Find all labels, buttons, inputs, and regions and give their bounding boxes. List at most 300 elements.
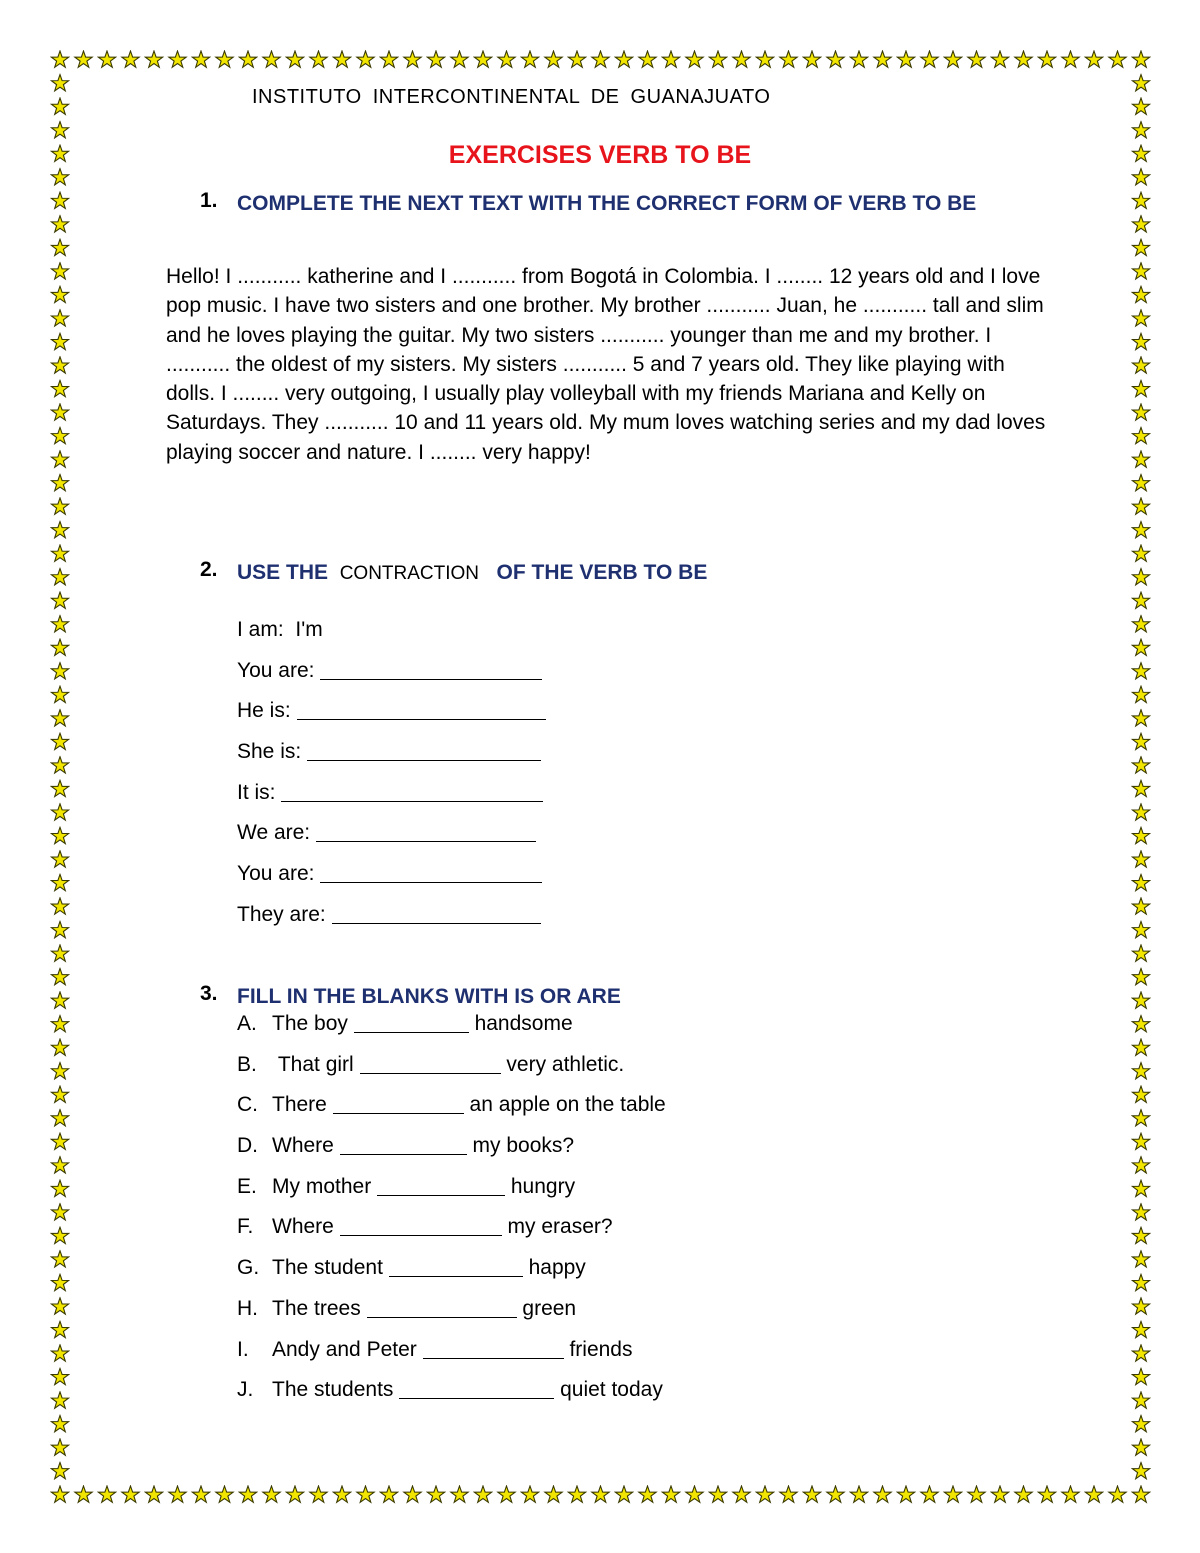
star-icon — [1015, 51, 1032, 67]
star-icon — [51, 1016, 68, 1032]
star-icon — [686, 1486, 703, 1502]
star-icon — [1132, 1204, 1149, 1220]
star-icon — [192, 1486, 209, 1502]
star-icon — [1132, 1368, 1149, 1384]
star-icon — [51, 757, 68, 773]
star-icon — [310, 1486, 327, 1502]
star-icon — [51, 380, 68, 396]
star-icon — [592, 51, 609, 67]
star-icon — [1085, 1486, 1102, 1502]
star-icon — [686, 51, 703, 67]
star-icon — [310, 51, 327, 67]
section-1-heading — [200, 189, 1007, 218]
star-icon — [991, 1486, 1008, 1502]
star-icon — [1132, 1486, 1149, 1502]
star-icon — [1132, 686, 1149, 702]
item-letter: F. — [237, 1215, 254, 1239]
list-item — [237, 1254, 666, 1295]
star-icon — [51, 569, 68, 585]
star-icon — [98, 1486, 115, 1502]
item-text-before: That girl — [277, 1052, 354, 1076]
contraction-label: He is: — [237, 699, 291, 723]
star-icon — [51, 1462, 68, 1478]
star-icon — [51, 216, 68, 232]
star-icon — [51, 1486, 68, 1502]
star-icon — [51, 851, 68, 867]
star-icon — [1132, 780, 1149, 796]
star-icon — [1132, 1415, 1149, 1431]
star-icon — [51, 898, 68, 914]
star-icon — [51, 1251, 68, 1267]
item-letter: J. — [237, 1378, 254, 1402]
item-text-after: an apple on the table — [469, 1093, 666, 1117]
answer-blank[interactable] — [340, 1134, 467, 1155]
star-icon — [1132, 451, 1149, 467]
item-letter: A. — [237, 1012, 257, 1035]
star-icon — [1109, 1486, 1126, 1502]
star-icon — [568, 51, 585, 67]
star-icon — [51, 122, 68, 138]
star-icon — [1132, 851, 1149, 867]
section-1-number: 1. — [200, 189, 218, 212]
answer-blank[interactable] — [340, 1215, 502, 1236]
star-icon — [51, 1345, 68, 1361]
contraction-list — [237, 616, 546, 942]
contraction-row — [237, 901, 546, 942]
contraction-row — [237, 697, 546, 738]
star-icon — [51, 474, 68, 490]
star-icon — [1038, 51, 1055, 67]
star-icon — [286, 51, 303, 67]
star-icon — [51, 310, 68, 326]
star-icon — [51, 1039, 68, 1055]
is-are-list — [237, 1010, 666, 1417]
star-icon — [545, 51, 562, 67]
item-text-after: green — [522, 1296, 577, 1320]
star-icon — [568, 1486, 585, 1502]
item-letter: I. — [237, 1337, 249, 1361]
star-icon — [944, 51, 961, 67]
star-icon — [51, 827, 68, 843]
star-icon — [51, 1368, 68, 1384]
star-icon — [239, 51, 256, 67]
star-icon — [780, 1486, 797, 1502]
star-icon — [1132, 1274, 1149, 1290]
contraction-blank[interactable] — [316, 821, 536, 842]
star-icon — [51, 874, 68, 890]
star-icon — [662, 51, 679, 67]
star-icon — [756, 1486, 773, 1502]
star-icon — [921, 1486, 938, 1502]
star-icon — [1132, 1345, 1149, 1361]
star-icon — [427, 1486, 444, 1502]
section-1-heading-text: COMPLETE THE NEXT TEXT WITH THE CORRECT FORM OF VERB TO BE — [237, 192, 977, 215]
star-icon — [1132, 1227, 1149, 1243]
star-icon — [1132, 474, 1149, 490]
star-icon — [498, 1486, 515, 1502]
star-icon — [51, 1415, 68, 1431]
star-icon — [1132, 357, 1149, 373]
item-text-after: my books? — [472, 1134, 575, 1158]
star-icon — [991, 51, 1008, 67]
star-icon — [427, 51, 444, 67]
star-icon — [1132, 1086, 1149, 1102]
star-icon — [1132, 169, 1149, 185]
star-icon — [1132, 1251, 1149, 1267]
star-icon — [827, 1486, 844, 1502]
item-text-after: handsome — [474, 1012, 573, 1035]
star-icon — [51, 1180, 68, 1196]
star-icon — [51, 733, 68, 749]
star-icon — [1132, 1063, 1149, 1079]
star-icon — [51, 1086, 68, 1102]
star-icon — [451, 51, 468, 67]
list-item — [237, 1132, 666, 1173]
answer-blank[interactable] — [333, 1093, 464, 1114]
star-icon — [1132, 1321, 1149, 1337]
star-icon — [1132, 639, 1149, 655]
star-icon — [51, 1298, 68, 1314]
star-icon — [592, 1486, 609, 1502]
list-item — [237, 1336, 666, 1377]
star-icon — [404, 51, 421, 67]
star-icon — [1132, 239, 1149, 255]
star-icon — [51, 404, 68, 420]
star-icon — [1132, 663, 1149, 679]
answer-blank[interactable] — [360, 1053, 501, 1074]
star-icon — [1132, 804, 1149, 820]
star-icon — [1132, 1298, 1149, 1314]
star-icon — [239, 1486, 256, 1502]
item-text-after: very athletic. — [506, 1052, 625, 1076]
star-icon — [51, 780, 68, 796]
star-icon — [1132, 404, 1149, 420]
star-icon — [1132, 427, 1149, 443]
contraction-blank[interactable] — [332, 903, 541, 924]
star-icon — [521, 51, 538, 67]
star-icon — [51, 1392, 68, 1408]
star-icon — [51, 451, 68, 467]
star-icon — [51, 498, 68, 514]
star-icon — [1132, 75, 1149, 91]
list-item — [237, 1376, 666, 1417]
item-text-after: friends — [569, 1337, 633, 1361]
star-icon — [1132, 521, 1149, 537]
star-icon — [51, 263, 68, 279]
contraction-row — [237, 819, 546, 860]
star-icon — [1132, 1439, 1149, 1455]
star-icon — [921, 51, 938, 67]
item-letter: C. — [237, 1093, 258, 1117]
item-text-after: my eraser? — [507, 1215, 613, 1239]
star-icon — [615, 1486, 632, 1502]
star-icon — [615, 51, 632, 67]
star-icon — [169, 1486, 186, 1502]
star-icon — [1132, 98, 1149, 114]
star-icon — [51, 169, 68, 185]
answer-blank[interactable] — [423, 1338, 564, 1359]
star-icon — [1062, 51, 1079, 67]
contraction-label: It is: — [237, 780, 276, 804]
star-icon — [1132, 286, 1149, 302]
item-text-after: happy — [528, 1256, 586, 1280]
star-icon — [897, 1486, 914, 1502]
list-item — [237, 1213, 666, 1254]
star-icon — [75, 51, 92, 67]
star-icon — [1015, 1486, 1032, 1502]
star-icon — [1132, 733, 1149, 749]
star-icon — [51, 1274, 68, 1290]
star-icon — [944, 1486, 961, 1502]
star-icon — [404, 1486, 421, 1502]
item-letter: B. — [237, 1052, 257, 1076]
answer-blank[interactable] — [377, 1175, 505, 1196]
star-icon — [216, 51, 233, 67]
contraction-row — [237, 860, 546, 901]
contraction-blank[interactable] — [297, 699, 546, 720]
star-icon — [1132, 710, 1149, 726]
star-icon — [51, 286, 68, 302]
star-icon — [286, 1486, 303, 1502]
item-text-before: The students — [272, 1378, 394, 1402]
star-icon — [51, 1133, 68, 1149]
star-icon — [474, 1486, 491, 1502]
star-icon — [357, 51, 374, 67]
star-icon — [51, 945, 68, 961]
contraction-label: They are: — [237, 902, 326, 926]
star-icon — [51, 968, 68, 984]
star-icon — [1132, 921, 1149, 937]
star-icon — [51, 545, 68, 561]
star-icon — [98, 51, 115, 67]
star-icon — [897, 51, 914, 67]
star-icon — [1132, 216, 1149, 232]
star-icon — [1132, 1157, 1149, 1173]
star-icon — [380, 51, 397, 67]
item-text-after: quiet today — [560, 1378, 663, 1402]
item-letter: D. — [237, 1134, 258, 1158]
star-icon — [803, 1486, 820, 1502]
star-icon — [51, 1063, 68, 1079]
contraction-label: You are: — [237, 658, 315, 682]
star-icon — [1132, 1039, 1149, 1055]
star-icon — [51, 1227, 68, 1243]
item-letter: H. — [237, 1296, 258, 1320]
contraction-row — [237, 738, 546, 779]
star-icon — [639, 1486, 656, 1502]
item-text-before: Where — [272, 1215, 334, 1239]
star-icon — [498, 51, 515, 67]
star-icon — [803, 51, 820, 67]
star-icon — [733, 51, 750, 67]
star-icon — [357, 1486, 374, 1502]
star-icon — [1132, 545, 1149, 561]
item-letter: E. — [237, 1174, 257, 1198]
star-icon — [1132, 1110, 1149, 1126]
section-2-heading-end: OF THE VERB TO BE — [496, 561, 708, 584]
star-icon — [1038, 1486, 1055, 1502]
star-icon — [874, 1486, 891, 1502]
contraction-label: You are: — [237, 862, 315, 886]
star-icon — [263, 51, 280, 67]
contraction-row — [237, 657, 546, 698]
star-icon — [51, 1204, 68, 1220]
star-icon — [122, 1486, 139, 1502]
star-icon — [51, 357, 68, 373]
star-icon — [1132, 992, 1149, 1008]
star-icon — [51, 804, 68, 820]
star-icon — [333, 51, 350, 67]
star-icon — [51, 1439, 68, 1455]
star-icon — [51, 710, 68, 726]
star-icon — [51, 992, 68, 1008]
star-icon — [874, 51, 891, 67]
section-2-number: 2. — [200, 558, 218, 581]
item-letter: G. — [237, 1256, 260, 1280]
contraction-blank[interactable] — [281, 781, 543, 802]
answer-blank[interactable] — [354, 1012, 469, 1033]
star-icon — [1132, 122, 1149, 138]
star-icon — [51, 1157, 68, 1173]
contraction-label: We are: — [237, 821, 311, 845]
star-icon — [75, 1486, 92, 1502]
star-icon — [51, 521, 68, 537]
star-icon — [545, 1486, 562, 1502]
star-icon — [51, 1110, 68, 1126]
star-icon — [1132, 1180, 1149, 1196]
star-icon — [380, 1486, 397, 1502]
contraction-row — [237, 779, 546, 820]
star-icon — [51, 239, 68, 255]
contraction-row — [237, 616, 546, 657]
star-icon — [968, 51, 985, 67]
star-icon — [1132, 192, 1149, 208]
answer-blank[interactable] — [399, 1378, 554, 1399]
star-icon — [968, 1486, 985, 1502]
star-icon — [51, 686, 68, 702]
star-icon — [1085, 51, 1102, 67]
star-icon — [51, 663, 68, 679]
star-icon — [1132, 1133, 1149, 1149]
item-text-before: The student — [272, 1256, 383, 1280]
star-icon — [1132, 263, 1149, 279]
institution-header: INSTITUTO INTERCONTINENTAL DE GUANAJUATO — [252, 86, 771, 108]
list-item — [237, 1173, 666, 1214]
star-icon — [1132, 569, 1149, 585]
star-icon — [51, 192, 68, 208]
answer-blank[interactable] — [367, 1297, 517, 1318]
star-icon — [1132, 827, 1149, 843]
contraction-blank[interactable] — [320, 862, 542, 883]
section-2-heading-middle: CONTRACTION — [339, 563, 480, 584]
star-icon — [850, 1486, 867, 1502]
fill-in-paragraph: Hello! I ........... katherine and I ........... from Bogotá in Colombia. I ........ 12 years old and I love pop music. I have two sisters and one brother. My brother ........... Juan, he ........... tall and slim and he loves playing the guitar. My two sisters ........... younger than me and my brother. I ........... the oldest of my sisters. My sisters ........... 5 and 7 years old. They like playing with dolls. I ........ very outgoing, I usually play volleyball with my friends Mariana and Kelly on Saturdays. They ........... 10 and 11 years old. My mum loves watching series and my dad loves playing soccer and nature. I ........ very happy! — [166, 265, 1046, 464]
star-icon — [1132, 380, 1149, 396]
star-icon — [51, 592, 68, 608]
star-icon — [1132, 945, 1149, 961]
page-title: EXERCISES VERB TO BE — [448, 141, 752, 169]
star-icon — [169, 51, 186, 67]
star-icon — [145, 1486, 162, 1502]
star-icon — [122, 51, 139, 67]
contraction-blank[interactable] — [320, 659, 542, 680]
star-icon — [51, 1321, 68, 1337]
star-icon — [827, 51, 844, 67]
star-icon — [850, 51, 867, 67]
contraction-answer: I'm — [295, 618, 323, 641]
list-item — [237, 1295, 666, 1336]
star-icon — [51, 75, 68, 91]
star-icon — [733, 1486, 750, 1502]
item-text-before: My mother — [272, 1174, 372, 1198]
star-icon — [51, 333, 68, 349]
section-3-heading-text: FILL IN THE BLANKS WITH IS OR ARE — [237, 985, 621, 1008]
answer-blank[interactable] — [389, 1256, 523, 1277]
star-icon — [756, 51, 773, 67]
star-icon — [1132, 616, 1149, 632]
list-item — [237, 1051, 666, 1092]
star-icon — [1132, 51, 1149, 67]
star-icon — [1132, 592, 1149, 608]
item-text-before: There — [272, 1093, 327, 1117]
star-icon — [192, 51, 209, 67]
star-icon — [51, 51, 68, 67]
star-icon — [1132, 757, 1149, 773]
star-icon — [333, 1486, 350, 1502]
star-icon — [662, 1486, 679, 1502]
star-icon — [1109, 51, 1126, 67]
section-3-number: 3. — [200, 982, 218, 1005]
star-icon — [1062, 1486, 1079, 1502]
star-icon — [51, 98, 68, 114]
contraction-label: She is: — [237, 740, 302, 764]
item-text-after: hungry — [510, 1174, 576, 1198]
star-icon — [474, 51, 491, 67]
contraction-blank[interactable] — [307, 740, 541, 761]
star-icon — [216, 1486, 233, 1502]
star-icon — [51, 921, 68, 937]
item-text-before: The trees — [272, 1296, 361, 1320]
star-icon — [639, 51, 656, 67]
star-icon — [1132, 333, 1149, 349]
item-text-before: The boy — [272, 1012, 348, 1035]
star-icon — [1132, 1016, 1149, 1032]
star-icon — [1132, 898, 1149, 914]
star-icon — [451, 1486, 468, 1502]
star-icon — [780, 51, 797, 67]
star-icon — [1132, 498, 1149, 514]
star-icon — [709, 1486, 726, 1502]
section-2-heading — [200, 558, 1007, 588]
item-text-before: Where — [272, 1134, 334, 1158]
section-3-heading — [200, 982, 1007, 1011]
star-icon — [1132, 874, 1149, 890]
star-icon — [263, 1486, 280, 1502]
item-text-before: Andy and Peter — [272, 1337, 417, 1361]
list-item — [237, 1010, 666, 1051]
star-icon — [145, 51, 162, 67]
star-icon — [709, 51, 726, 67]
contraction-label: I am: — [237, 618, 284, 641]
star-icon — [1132, 1392, 1149, 1408]
star-icon — [1132, 310, 1149, 326]
star-icon — [1132, 1462, 1149, 1478]
section-2-heading-start: USE THE — [237, 561, 329, 584]
star-icon — [521, 1486, 538, 1502]
star-icon — [51, 616, 68, 632]
list-item — [237, 1091, 666, 1132]
star-icon — [51, 639, 68, 655]
